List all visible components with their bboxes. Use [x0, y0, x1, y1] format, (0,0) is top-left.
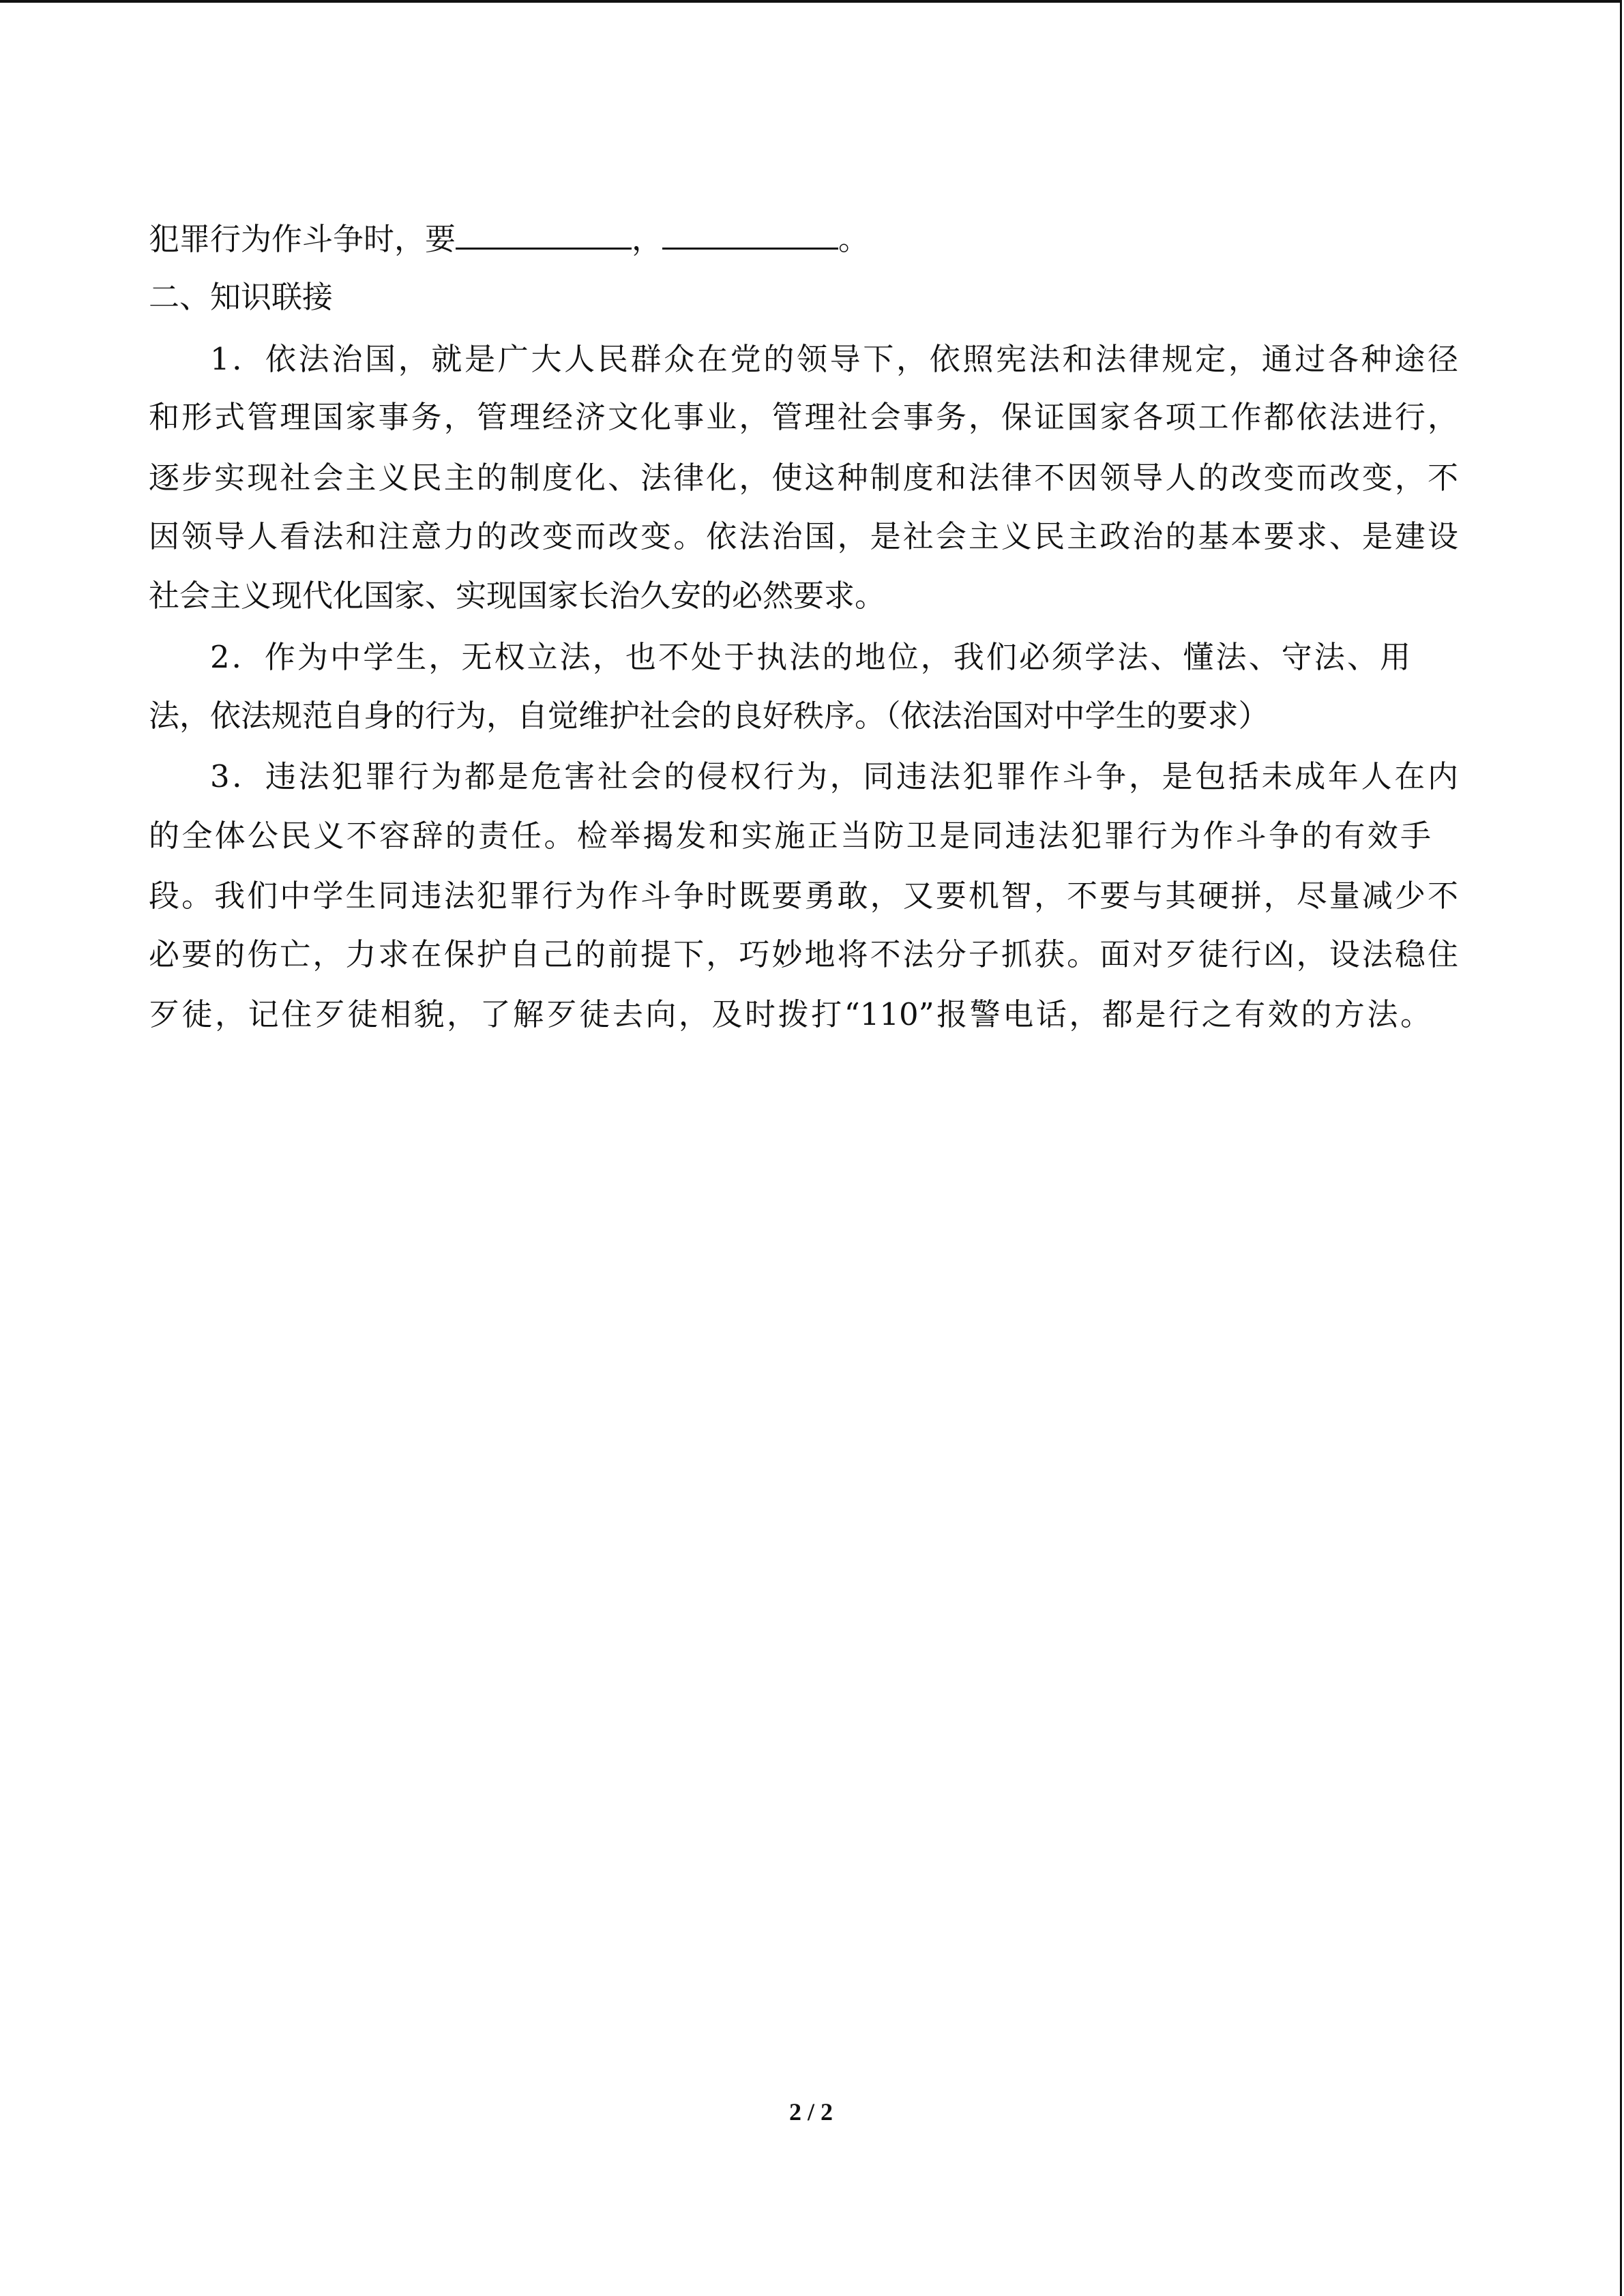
paragraph-2-line-1: 2．作为中学生，无权立法，也不处于执法的地位，我们必须学法、懂法、守法、用	[210, 639, 1411, 675]
intro-prefix: 犯罪行为作斗争时，要	[149, 221, 456, 257]
paragraph-2-line-2: 法，依法规范自身的行为，自觉维护社会的良好秩序。（依法治国对中学生的要求）	[149, 698, 1269, 734]
fill-in-blank-2[interactable]	[662, 218, 838, 250]
paragraph-1-line-3: 逐步实现社会主义民主的制度化、法律化，使这种制度和法律不因领导人的改变而改变，不	[149, 460, 1458, 496]
fill-in-blank-1[interactable]	[456, 218, 632, 250]
paragraph-3-line-4: 必要的伤亡，力求在保护自己的前提下，巧妙地将不法分子抓获。面对歹徒行凶，设法稳住	[149, 936, 1458, 972]
intro-separator: ，	[632, 221, 663, 257]
paragraph-3-line-5: 歹徒，记住歹徒相貌，了解歹徒去向，及时拨打“110”报警电话，都是行之有效的方法。	[149, 996, 1431, 1032]
paragraph-1-line-4: 因领导人看法和注意力的改变而改变。依法治国，是社会主义民主政治的基本要求、是建设	[149, 518, 1458, 554]
intro-suffix: 。	[838, 221, 870, 257]
paragraph-3-line-1: 3．违法犯罪行为都是危害社会的侵权行为，同违法犯罪作斗争，是包括未成年人在内	[210, 758, 1458, 794]
paragraph-1-line-5: 社会主义现代化国家、实现国家长治久安的必然要求。	[149, 578, 886, 614]
paragraph-1-line-1: 1．依法治国，就是广大人民群众在党的领导下，依照宪法和法律规定，通过各种途径	[210, 341, 1458, 377]
page-number: 2 / 2	[788, 2098, 833, 2126]
intro-line	[149, 218, 1458, 260]
paragraph-3-line-2: 的全体公民义不容辞的责任。检举揭发和实施正当防卫是同违法犯罪行为作斗争的有效手	[149, 818, 1431, 854]
paragraph-3-line-3: 段。我们中学生同违法犯罪行为作斗争时既要勇敢，又要机智，不要与其硬拼，尽量减少不	[149, 878, 1458, 914]
paragraph-1-line-2: 和形式管理国家事务，管理经济文化事业，管理社会事务，保证国家各项工作都依法进行，	[149, 399, 1458, 435]
section-heading: 二、知识联接	[149, 279, 334, 315]
